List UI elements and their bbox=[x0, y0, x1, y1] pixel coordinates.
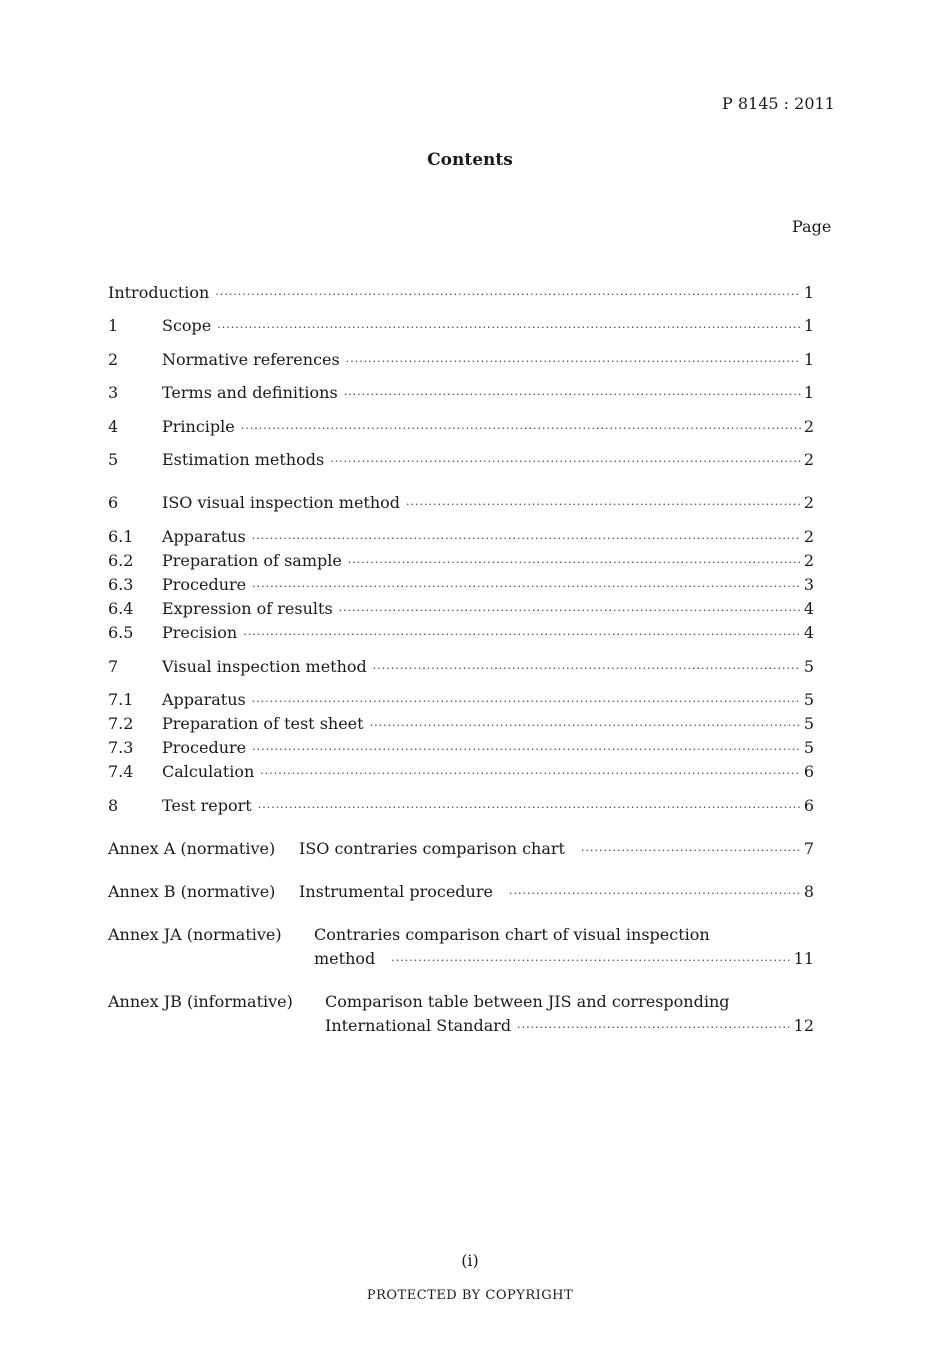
toc-entry-label: Calculation bbox=[162, 762, 255, 781]
dot-leader bbox=[243, 628, 801, 641]
toc-annex-a bbox=[108, 839, 814, 861]
annex-title-line2: International Standard bbox=[325, 1016, 512, 1035]
toc-entry-6-1-apparatus bbox=[108, 527, 814, 549]
toc-entry-6-5-precision bbox=[108, 623, 814, 645]
annex-title: ISO contraries comparison chart bbox=[299, 839, 565, 858]
toc-entry-number: 6.4 bbox=[108, 599, 134, 618]
toc-entry-number: 7.1 bbox=[108, 690, 134, 709]
toc-entry-number: 7.2 bbox=[108, 714, 134, 733]
toc-entry-normative-references bbox=[108, 350, 814, 372]
toc-entry-page: 5 bbox=[803, 690, 814, 709]
toc-entry-page: 2 bbox=[803, 417, 814, 436]
toc-entry-page: 5 bbox=[803, 738, 814, 757]
toc-entry-number: 3 bbox=[108, 383, 119, 402]
dot-leader bbox=[344, 388, 801, 401]
dot-leader bbox=[406, 498, 801, 511]
annex-label: Annex A (normative) bbox=[108, 839, 276, 858]
annex-ja-label: Annex JA (normative) bbox=[108, 925, 282, 944]
dot-leader bbox=[391, 954, 790, 967]
toc-entry-label: Apparatus bbox=[162, 527, 246, 546]
toc-entry-page: 6 bbox=[803, 796, 814, 815]
toc-entry-label: Visual inspection method bbox=[162, 657, 367, 676]
toc-entry-number: 4 bbox=[108, 417, 119, 436]
toc-entry-page: 3 bbox=[803, 575, 814, 594]
toc-entry-number: 6.5 bbox=[108, 623, 134, 642]
toc-entry-page: 1 bbox=[803, 350, 814, 369]
toc-entry-7-2-preparation-of-test-sheet bbox=[108, 714, 814, 736]
dot-leader bbox=[370, 719, 801, 732]
toc-entry-label: Expression of results bbox=[162, 599, 333, 618]
dot-leader bbox=[241, 422, 801, 435]
annex-jb-title-line1: Comparison table between JIS and corresponding bbox=[325, 992, 730, 1011]
dot-leader bbox=[215, 288, 800, 301]
toc-entry-test-report bbox=[108, 796, 814, 818]
toc-entry-label: Normative references bbox=[162, 350, 340, 369]
toc-entry-visual-inspection-method bbox=[108, 657, 814, 679]
toc-entry-label: Terms and definitions bbox=[162, 383, 338, 402]
toc-entry-number: 7.3 bbox=[108, 738, 134, 757]
dot-leader bbox=[252, 743, 801, 756]
toc-entry-number: 6.3 bbox=[108, 575, 134, 594]
annex-ja-title-line1: Contraries comparison chart of visual inspection bbox=[314, 925, 710, 944]
toc-entry-page: 6 bbox=[803, 762, 814, 781]
toc-entry-label: Apparatus bbox=[162, 690, 246, 709]
toc-entry-label: Test report bbox=[162, 796, 252, 815]
dot-leader bbox=[339, 604, 801, 617]
toc-entry-7-3-procedure bbox=[108, 738, 814, 760]
annex-page: 7 bbox=[803, 839, 814, 858]
toc-entry-page: 4 bbox=[803, 599, 814, 618]
toc-entry-page: 1 bbox=[803, 316, 814, 335]
annex-title-line2: method bbox=[314, 949, 376, 968]
toc-entry-label: Principle bbox=[162, 417, 235, 436]
toc-entry-page: 4 bbox=[803, 623, 814, 642]
toc-entry-terms-and-definitions bbox=[108, 383, 814, 405]
dot-leader bbox=[509, 887, 801, 900]
toc-entry-label: Preparation of sample bbox=[162, 551, 342, 570]
dot-leader bbox=[217, 321, 801, 334]
toc-annex-jb bbox=[325, 1016, 814, 1038]
toc-entry-number: 6.2 bbox=[108, 551, 134, 570]
toc-annex-ja bbox=[314, 949, 814, 971]
dot-leader bbox=[348, 556, 801, 569]
annex-jb-label: Annex JB (informative) bbox=[108, 992, 293, 1011]
toc-entry-label: Procedure bbox=[162, 575, 247, 594]
toc-entry-number: 2 bbox=[108, 350, 119, 369]
toc-entry-introduction bbox=[108, 283, 814, 305]
annex-label: Annex B (normative) bbox=[108, 882, 276, 901]
dot-leader bbox=[260, 767, 801, 780]
toc-entry-number: 7.4 bbox=[108, 762, 134, 781]
toc-entry-principle bbox=[108, 417, 814, 439]
toc-entry-label: Estimation methods bbox=[162, 450, 325, 469]
toc-entry-page: 1 bbox=[803, 283, 814, 302]
dot-leader bbox=[252, 532, 801, 545]
dot-leader bbox=[581, 844, 801, 857]
dot-leader bbox=[330, 455, 801, 468]
toc-entry-6-2-preparation-of-sample bbox=[108, 551, 814, 573]
annex-page: 8 bbox=[803, 882, 814, 901]
toc-entry-number: 8 bbox=[108, 796, 119, 815]
dot-leader bbox=[346, 355, 801, 368]
toc-entry-number: 1 bbox=[108, 316, 119, 335]
annex-page: 12 bbox=[793, 1016, 814, 1035]
toc-entry-7-4-calculation bbox=[108, 762, 814, 784]
toc-entry-number: 5 bbox=[108, 450, 119, 469]
toc-entry-6-3-procedure bbox=[108, 575, 814, 597]
dot-leader bbox=[252, 580, 801, 593]
toc-entry-page: 2 bbox=[803, 450, 814, 469]
toc-entry-page: 1 bbox=[803, 383, 814, 402]
copyright-notice: PROTECTED BY COPYRIGHT bbox=[366, 1288, 574, 1303]
toc-entry-scope bbox=[108, 316, 814, 338]
annex-page: 11 bbox=[793, 949, 814, 968]
toc-entry-number: 6 bbox=[108, 493, 119, 512]
toc-entry-page: 2 bbox=[803, 527, 814, 546]
dot-leader bbox=[258, 801, 801, 814]
toc-entry-label: Introduction bbox=[108, 283, 210, 302]
toc-entry-6-4-expression-of-results bbox=[108, 599, 814, 621]
dot-leader bbox=[373, 662, 801, 675]
toc-entry-number: 7 bbox=[108, 657, 119, 676]
toc-annex-b bbox=[108, 882, 814, 904]
toc-entry-page: 2 bbox=[803, 493, 814, 512]
annex-title: Instrumental procedure bbox=[299, 882, 493, 901]
toc-entry-7-1-apparatus bbox=[108, 690, 814, 712]
footer-page-number: (i) bbox=[461, 1251, 479, 1270]
dot-leader bbox=[252, 695, 801, 708]
page-title: Contents bbox=[427, 150, 513, 170]
toc-entry-page: 2 bbox=[803, 551, 814, 570]
toc-entry-label: ISO visual inspection method bbox=[162, 493, 401, 512]
toc-entry-number: 6.1 bbox=[108, 527, 134, 546]
toc-entry-label: Procedure bbox=[162, 738, 247, 757]
toc-entry-page: 5 bbox=[803, 657, 814, 676]
toc-entry-label: Scope bbox=[162, 316, 212, 335]
toc-entry-estimation-methods bbox=[108, 450, 814, 472]
document-number: P 8145 : 2011 bbox=[722, 94, 835, 113]
dot-leader bbox=[517, 1021, 790, 1034]
toc-entry-page: 5 bbox=[803, 714, 814, 733]
toc-entry-label: Precision bbox=[162, 623, 238, 642]
toc-entry-label: Preparation of test sheet bbox=[162, 714, 364, 733]
toc-entry-iso-visual-inspection bbox=[108, 493, 814, 515]
page-column-label: Page bbox=[792, 217, 832, 236]
